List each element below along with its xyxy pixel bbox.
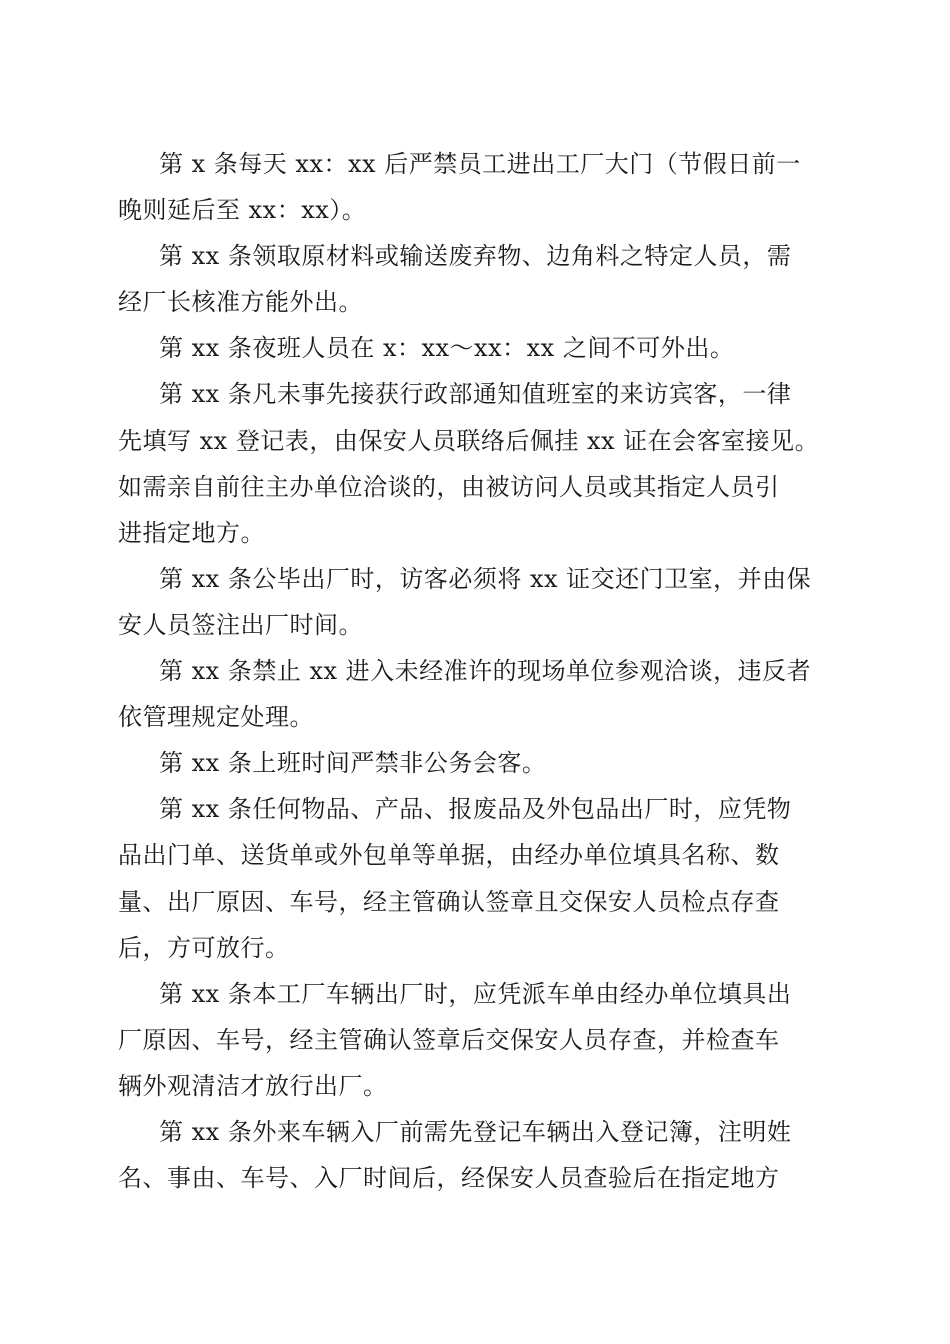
article-line: 先填写 xx 登记表，由保安人员联络后佩挂 xx 证在会客室接见。 xyxy=(118,426,820,455)
article-first-line: 第 xx 条公毕出厂时，访客必须将 xx 证交还门卫室，并由保 xyxy=(159,564,812,593)
article-line: 品出门单、送货单或外包单等单据，由经办单位填具名称、数 xyxy=(118,841,780,870)
article-paragraph xyxy=(118,233,834,325)
article-paragraph xyxy=(118,325,834,371)
article-line: 后，方可放行。 xyxy=(118,933,290,962)
article-line: 进指定地方。 xyxy=(118,518,265,547)
article-line: 如需亲自前往主办单位洽谈的，由被访问人员或其指定人员引 xyxy=(118,472,780,501)
article-first-line: 第 xx 条外来车辆入厂前需先登记车辆出入登记簿，注明姓 xyxy=(159,1117,792,1146)
article-paragraph xyxy=(118,786,834,970)
article-line: 依管理规定处理。 xyxy=(118,703,314,732)
article-paragraph xyxy=(118,556,834,648)
article-first-line: 第 xx 条夜班人员在 x：xx～xx：xx 之间不可外出。 xyxy=(159,334,735,363)
article-line: 经厂长核准方能外出。 xyxy=(118,288,363,317)
article-paragraph xyxy=(118,141,834,233)
article-first-line: 第 xx 条本工厂车辆出厂时，应凭派车单由经办单位填具出 xyxy=(159,979,792,1008)
article-paragraph xyxy=(118,648,834,740)
article-line: 安人员签注出厂时间。 xyxy=(118,610,363,639)
article-line: 厂原因、车号，经主管确认签章后交保安人员存查，并检查车 xyxy=(118,1025,780,1054)
article-paragraph xyxy=(118,1109,834,1201)
article-line: 辆外观清洁才放行出厂。 xyxy=(118,1071,388,1100)
article-first-line: 第 xx 条任何物品、产品、报废品及外包品出厂时，应凭物 xyxy=(159,795,792,824)
article-first-line: 第 xx 条上班时间严禁非公务会客。 xyxy=(159,749,547,778)
article-first-line: 第 xx 条凡未事先接获行政部通知值班室的来访宾客，一律 xyxy=(159,380,792,409)
article-line: 量、出厂原因、车号，经主管确认签章且交保安人员检点存查 xyxy=(118,887,780,916)
document-body xyxy=(118,141,834,1201)
article-paragraph xyxy=(118,371,834,555)
article-line: 晚则延后至 xx：xx）。 xyxy=(118,196,367,225)
article-first-line: 第 xx 条领取原材料或输送废弃物、边角料之特定人员，需 xyxy=(159,242,792,271)
article-paragraph xyxy=(118,740,834,786)
article-line: 名、事由、车号、入厂时间后，经保安人员查验后在指定地方 xyxy=(118,1164,780,1193)
article-first-line: 第 x 条每天 xx：xx 后严禁员工进出工厂大门（节假日前一 xyxy=(159,150,801,178)
article-first-line: 第 xx 条禁止 xx 进入未经准许的现场单位参观洽谈，违反者 xyxy=(159,657,812,686)
article-paragraph xyxy=(118,971,834,1109)
